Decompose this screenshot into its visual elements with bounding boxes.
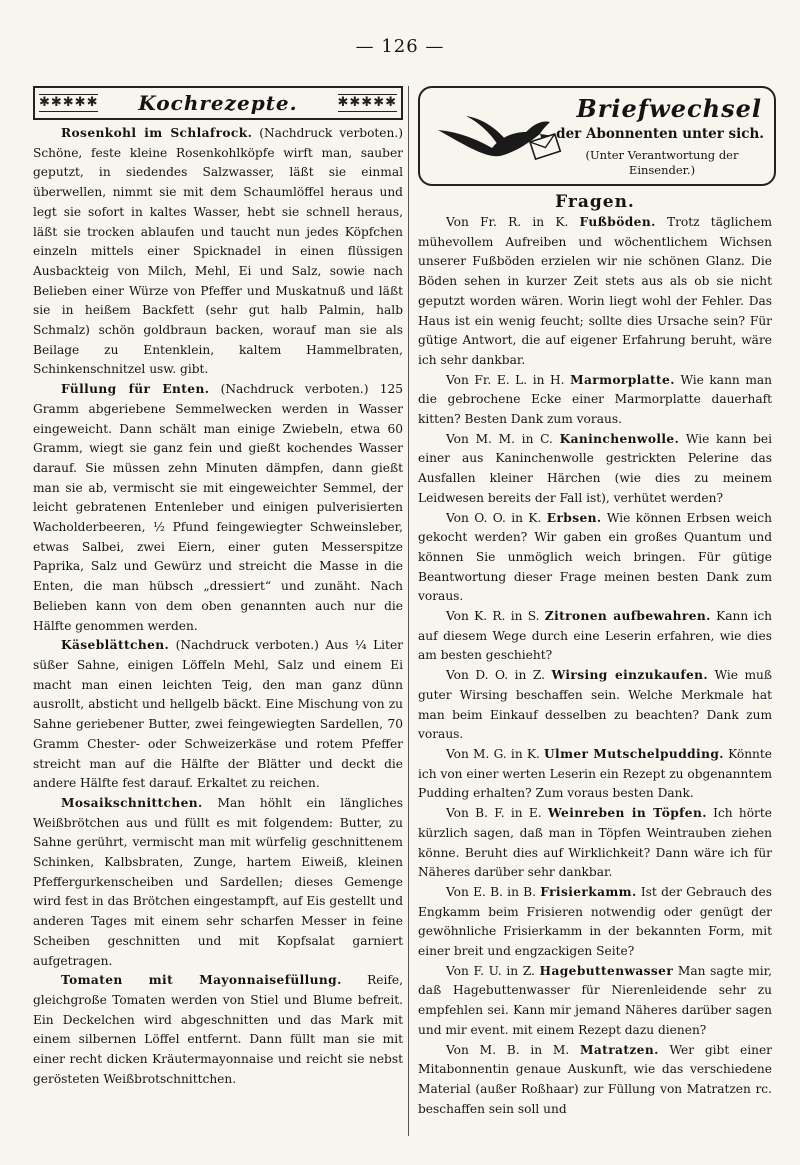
letters-column	[418, 86, 772, 1119]
ornament-left: ✱✱✱✱✱	[39, 95, 99, 110]
recipe-text: Man höhlt ein längliches Weißbrötchen aus und füllt es mit folgendem: Butter, zu Sahne gerührt, vermischt man mit würfelig geschnittenem Schinken, Kalbsbraten, Zunge, hartem Eiweiß, kleinen Pfeffergurkenscheiben und Sardellen; dieses Gemenge wird fest in das Brötchen eingestampft, auf Eis gestellt und anderen Tages mit einem sehr scharfen Messer in feine Scheiben geschnitten und mit Kopfsalat garniert aufgetragen.	[33, 795, 403, 968]
recipes-heading: Kochrezepte.	[138, 91, 298, 115]
recipe-entry	[33, 380, 403, 636]
recipe-title: Füllung für Enten.	[61, 382, 210, 397]
question-topic: Matratzen.	[579, 1042, 659, 1057]
question-entry	[418, 804, 772, 883]
question-entry	[418, 607, 772, 666]
recipe-text: Reife, gleichgroße Tomaten werden von Stiel und Blume befreit. Ein Deckelchen wird abgeschnitten und das Mark mit einem silbernen Löffel entfernt. Dann füllt man sie mit einer recht dicken Kräutermayonnaise und reicht sie nebst gerösteten Weißbrotschnittchen.	[33, 973, 403, 1086]
question-entry	[418, 430, 772, 509]
question-entry	[418, 371, 772, 430]
question-text: Wie kann bei einer aus Kaninchenwolle gestrickten Pelerine das Ausfallen kleiner Härchen (wie dies zu meinem Leidwesen bereits der Fall ist), verhütet werden?	[418, 431, 773, 505]
letters-disclaimer: (Unter Verantwortung der Einsender.)	[585, 148, 739, 177]
letters-banner	[418, 86, 776, 186]
ornament-right: ✱✱✱✱✱	[337, 95, 397, 110]
question-text: Trotz täglichem mühevollem Aufreiben und wöchentlichem Wichsen unserer Fußböden erzielen wir nie schönen Glanz. Die Böden sehen in kurzer Zeit stets aus als ob sie nicht geputzt worden wären. Worin liegt wohl der Fehler. Das Haus ist ein wenig feucht; sollte dies Ursache sein? Für gütige Antwort, die auf eigener Erfahrung beruht, wäre ich sehr dankbar.	[418, 215, 772, 367]
question-sender: Von Fr. R. in K.	[446, 215, 569, 229]
question-topic: Zitronen aufbewahren.	[544, 609, 711, 624]
question-text: Wie muß guter Wirsing beschaffen sein. Welche Merkmale hat man beim Einkauf desselben zu beachten? Dank zum voraus.	[418, 668, 773, 742]
recipe-text: (Nachdruck verboten.) Schöne, feste kleine Rosenkohlköpfe wirft man, sauber geputzt, in siedendes Salzwasser, läßt sie einmal überwellen, nimmt sie mit dem Schaumlöffel heraus und legt sie sofort in kaltes Wasser, hebt sie schnell heraus, läßt sie trocken ablaufen und taucht nun jedes Köpfchen einzeln mittels einer Spicknadel in einen flüssigen Ausbackteig von Milch, Mehl, Ei und Salz, sowie nach Belieben einer Würze von Pfeffer und Muskatnuß und läßt sie in heißem Backfett (sehr gut halb Palmin, halb Schmalz) schön goldbraun backen, worauf man sie als Beilage zu Entenklein, kaltem Hammelbraten, Schinkenschnitzel usw. gibt.	[33, 126, 403, 377]
question-text: Wie kann man die gebrochene Ecke einer Marmorplatte dauerhaft kitten? Besten Dank zum voraus.	[418, 372, 773, 427]
question-entry	[418, 883, 772, 962]
recipe-text: (Nachdruck verboten.) 125 Gramm abgeriebene Semmelwecken werden in Wasser eingeweicht. Dann schält man einige Zwiebeln, etwa 60 Gramm, wiegt sie ganz fein und gießt kochendes Wasser darauf. Sie müssen zehn Minuten dämpfen, dann gießt man sie ab, vermischt sie mit eingeweichter Semmel, der leicht gebratenen Entenleber und einigen pulverisierten Wacholderbeeren, ½ Pfund feingewiegter Schweinsleber, etwas Salbei, zwei Eiern, einer guten Messerspitze Paprika, Salz und Gewürz und streicht die Masse in die Enten, die man hübsch „dressiert“ und zunäht. Nach Belieben kann von dem oben genannten auch nur die Hälfte genommen werden.	[33, 382, 404, 633]
question-topic: Kaninchenwolle.	[559, 431, 680, 446]
question-topic: Marmorplatte.	[570, 372, 675, 387]
question-sender: Von M. M. in C.	[446, 431, 553, 446]
question-entry	[418, 962, 772, 1041]
question-sender: Von K. R. in S.	[446, 609, 540, 624]
recipe-title: Tomaten mit Mayonnaisefüllung.	[61, 973, 342, 988]
recipe-entry	[33, 794, 403, 971]
question-topic: Hagebuttenwasser	[539, 963, 674, 978]
question-topic: Wirsing einzukaufen.	[551, 668, 709, 683]
question-entry	[418, 213, 772, 371]
question-sender: Von M. G. in K.	[446, 746, 540, 761]
recipe-text: (Nachdruck verboten.) Aus ¼ Liter süßer Sahne, einigen Löffeln Mehl, Salz und einem Ei macht man einen leichten Teig, den man ganz dünn ausrollt, absticht und hellgelb bäckt. Eine Mischung von zu Sahne geriebener Butter, zwei feingewiegten Sardellen, 70 Gramm Chester- oder Schweizerkäse und rotem Pfeffer streicht man auf die Hälfte der Blätter und deckt die andere Hälfte fest darauf. Erkaltet zu reichen.	[33, 638, 403, 791]
question-topic: Weinreben in Töpfen.	[547, 806, 707, 821]
question-text: Man sagte mir, daß Hagebuttenwasser für Nierenleidende sehr zu empfehlen sei. Kann mir jemand Näheres darüber sagen und mir event. mit einem Rezept dazu dienen?	[418, 963, 773, 1037]
recipe-entry	[33, 124, 403, 380]
question-sender: Von O. O. in K.	[446, 510, 542, 525]
question-text: Ist der Gebrauch des Engkamm beim Frisieren notwendig oder genügt der gewöhnliche Frisierkamm in der bekannten Form, mit einer breit und engzackigen Seite?	[418, 884, 773, 959]
question-text: Ich hörte kürzlich sagen, daß man in Töpfen Weintrauben ziehen könne. Beruht dies auf Wirklichkeit? Dann wäre ich für Näheres darüber sehr dankbar.	[418, 806, 772, 880]
question-topic: Ulmer Mutschelpudding.	[544, 746, 724, 761]
question-entry	[418, 509, 772, 608]
question-text: Wie können Erbsen weich gekocht werden? Wir gaben ein großes Quantum und können Sie unmöglich weich bringen. Für gütige Beantwortung dieser Frage meinen besten Dank zum voraus.	[418, 510, 772, 604]
question-topic: Frisierkamm.	[540, 884, 637, 899]
question-sender: Von E. B. in B.	[446, 884, 537, 899]
bird-with-letter-icon	[430, 102, 570, 172]
question-sender: Von Fr. E. L. in H.	[446, 372, 565, 387]
question-text: Wer gibt einer Mitabonnentin genaue Auskunft, wie das verschiedene Material (außer Roßhaar) zur Füllung von Matratzen rc. beschaffen sein soll und	[418, 1042, 772, 1116]
page-number: — 126 —	[355, 36, 445, 57]
question-entry	[418, 666, 772, 745]
question-entry	[418, 745, 772, 804]
question-topic: Fußböden.	[579, 215, 656, 229]
recipe-title: Rosenkohl im Schlafrock.	[61, 126, 253, 140]
recipes-banner	[33, 86, 403, 120]
recipe-entry	[33, 971, 403, 1089]
question-text: Kann ich auf diesem Wege durch eine Leserin erfahren, wie dies am besten geschieht?	[418, 609, 773, 663]
recipes-column	[33, 86, 403, 1089]
letters-subheading: der Abonnenten unter sich.	[556, 126, 764, 142]
recipe-entry	[33, 636, 403, 794]
question-text: Könnte ich von einer werten Leserin ein Rezept zu obgenanntem Pudding erhalten? Zum voraus besten Dank.	[418, 746, 773, 801]
column-divider	[408, 86, 409, 1136]
recipe-title: Käseblättchen.	[61, 638, 170, 653]
question-sender: Von B. F. in E.	[446, 806, 542, 821]
question-topic: Erbsen.	[546, 510, 602, 525]
question-sender: Von F. U. in Z.	[446, 963, 535, 978]
recipe-title: Mosaikschnittchen.	[61, 795, 203, 810]
letters-heading: Briefwechsel	[576, 94, 762, 123]
question-sender: Von D. O. in Z.	[446, 668, 546, 683]
questions-heading: Fragen.	[555, 192, 635, 212]
question-entry	[418, 1041, 772, 1120]
question-sender: Von M. B. in M.	[446, 1042, 570, 1057]
